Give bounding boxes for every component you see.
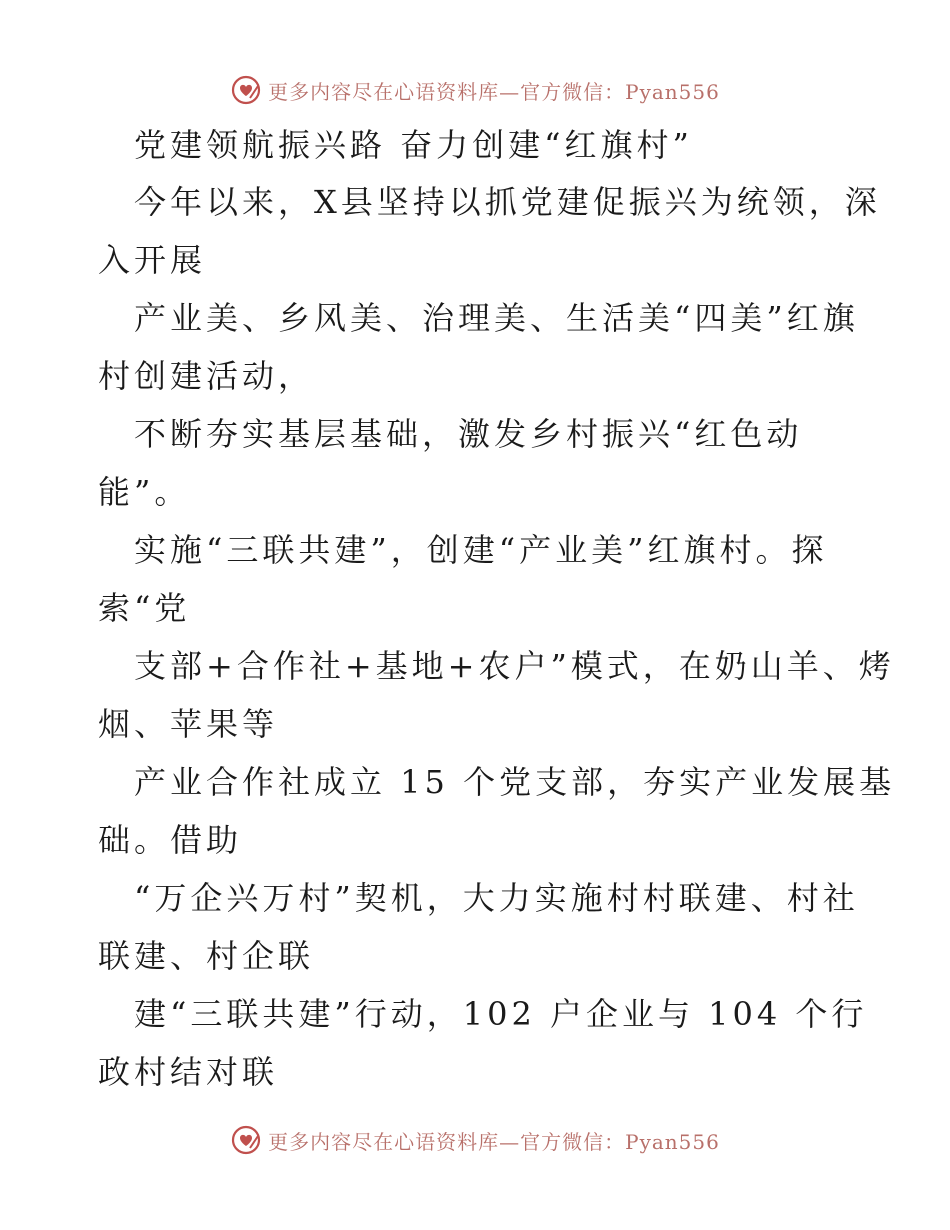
heart-pen-logo-icon xyxy=(230,1124,262,1156)
paragraph-line: 政村结对联 xyxy=(98,1053,279,1091)
paragraph-line: 产业美、乡风美、治理美、生活美“四美”红旗 xyxy=(134,299,859,337)
footer-watermark-text: 更多内容尽在心语资料库—官方微信：Pyan556 xyxy=(268,1129,720,1154)
paragraph-line: 村创建活动， xyxy=(98,357,315,395)
paragraph-line: 今年以来，X县坚持以抓党建促振兴为统领，深 xyxy=(134,183,881,221)
header-watermark-text: 更多内容尽在心语资料库—官方微信：Pyan556 xyxy=(268,79,720,104)
paragraph-line: 入开展 xyxy=(98,241,207,279)
paragraph-line: 不断夯实基层基础，激发乡村振兴“红色动 xyxy=(134,415,803,453)
paragraph-line: 能”。 xyxy=(98,473,191,511)
paragraph-line: 联建、村企联 xyxy=(98,937,315,975)
heart-pen-logo-icon xyxy=(230,74,262,106)
paragraph-line: 索“党 xyxy=(98,589,191,627)
paragraph-line: 烟、苹果等 xyxy=(98,705,279,743)
footer-watermark-banner xyxy=(0,1120,950,1160)
paragraph-line: 础。借助 xyxy=(98,821,243,859)
paragraph-line: 支部+合作社+基地+农户”模式，在奶山羊、烤 xyxy=(134,647,895,685)
document-title: 党建领航振兴路 奋力创建“红旗村” xyxy=(134,126,693,164)
paragraph-line: 建“三联共建”行动，102 户企业与 104 个行 xyxy=(134,995,868,1033)
paragraph-line: 实施“三联共建”，创建“产业美”红旗村。探 xyxy=(134,531,828,569)
paragraph-line: “万企兴万村”契机，大力实施村村联建、村社 xyxy=(134,879,859,917)
paragraph-line: 产业合作社成立 15 个党支部，夯实产业发展基 xyxy=(134,763,896,801)
header-watermark-banner xyxy=(0,70,950,110)
